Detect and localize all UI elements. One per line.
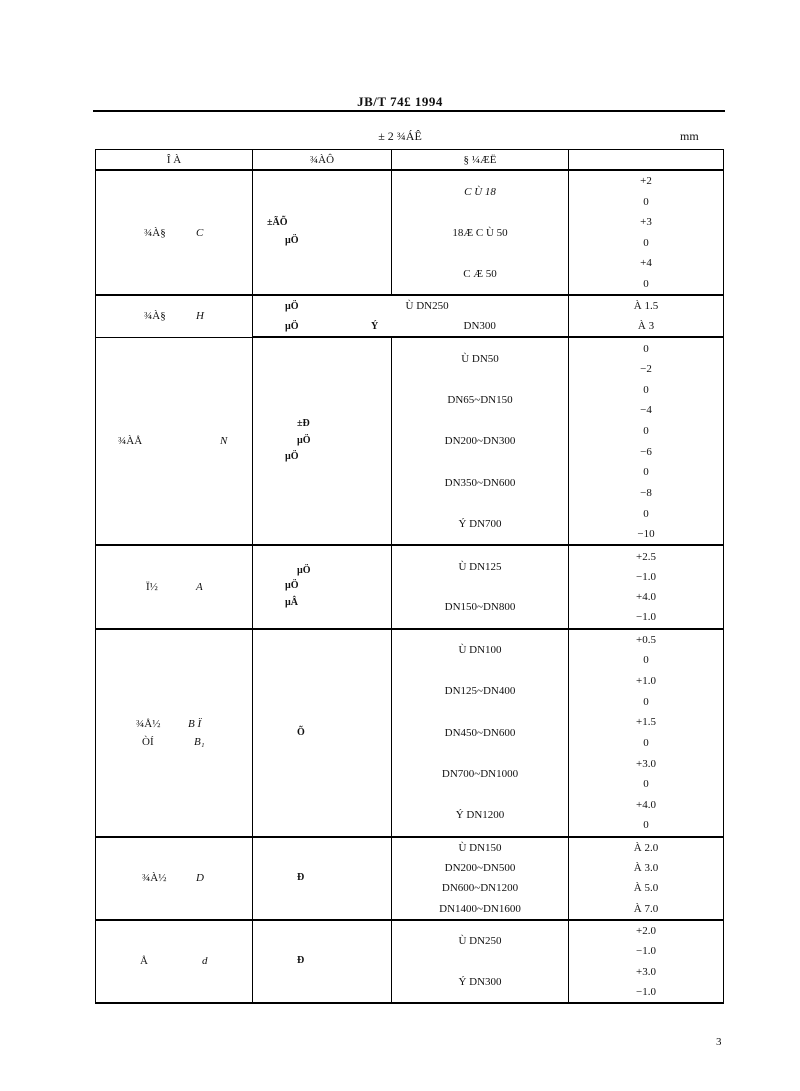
method-text: µÖ: [285, 235, 299, 246]
page-number: 3: [716, 1036, 722, 1048]
table-row: [96, 545, 724, 628]
size-value: DN200~DN500: [444, 862, 516, 875]
tolerance-value: +1.0: [636, 675, 656, 688]
tolerance-value: +0.5: [636, 633, 656, 646]
method-cell: [253, 337, 392, 545]
tolerance-value: +3.0: [636, 965, 656, 978]
tolerance-value: 0: [643, 736, 649, 749]
method-cell: µÖ: [253, 295, 392, 316]
method-text: Õ: [297, 726, 305, 738]
size-value: Ý DN1200: [455, 809, 505, 822]
column-header-size: § ¼ÆË: [392, 150, 569, 171]
size-value: Ù DN125: [458, 560, 502, 573]
tolerance-value: À 7.0: [633, 902, 659, 915]
item-name: ¾ÀÅ: [118, 435, 143, 448]
method-text: ±Ð: [297, 418, 310, 430]
size-value: DN450~DN600: [444, 726, 516, 739]
item-name: Ï½: [146, 580, 158, 593]
header-rule: [93, 110, 725, 112]
size-value: Ù DN150: [458, 841, 502, 854]
size-cell: [392, 837, 569, 920]
tolerance-cell: [569, 920, 724, 1003]
size-cell: [392, 920, 569, 1003]
size-value: Ù DN250: [392, 295, 569, 316]
tolerance-cell: [569, 170, 724, 295]
size-value: Ù DN50: [461, 352, 499, 365]
size-value: DN600~DN1200: [441, 882, 519, 895]
tolerance-table: [95, 149, 724, 1004]
size-cell: [392, 629, 569, 837]
size-value: C Ù 18: [464, 185, 496, 198]
item-symbol: H: [196, 310, 204, 323]
item-cell: [96, 629, 253, 837]
tolerance-value: 0: [643, 277, 649, 290]
item-name: ¾À§: [144, 310, 166, 323]
tolerance-value: +3: [640, 216, 652, 229]
tolerance-value: 0: [643, 654, 649, 667]
tolerance-value: −10: [637, 528, 655, 541]
tolerance-value: 0: [643, 507, 649, 520]
item-name: ¾À§: [144, 226, 166, 239]
tolerance-value: −1.0: [636, 611, 656, 624]
tolerance-value: −8: [640, 486, 652, 499]
tolerance-value: −1.0: [636, 945, 656, 958]
method-text: Ð: [297, 871, 305, 883]
tolerance-value: +4: [640, 257, 652, 270]
item-cell: [96, 170, 253, 295]
size-value: Ù DN100: [458, 644, 502, 657]
size-value: DN700~DN1000: [441, 767, 519, 780]
size-cell: [392, 170, 569, 295]
item-symbol: A: [196, 580, 203, 593]
table-row: [96, 170, 724, 295]
tolerance-value: 0: [643, 425, 649, 437]
size-value: DN300: [392, 316, 569, 337]
tolerance-cell: [569, 629, 724, 837]
tolerance-value: +3.0: [636, 757, 656, 770]
tolerance-value: +2: [640, 175, 652, 188]
size-cell: [392, 545, 569, 628]
tolerance-value: −1.0: [636, 985, 656, 998]
size-value: DN200~DN300: [444, 435, 516, 448]
item-symbol: d: [202, 955, 208, 968]
tolerance-value: À 2.0: [633, 841, 659, 854]
method-text: µÖ: [285, 580, 299, 592]
table-row: [96, 629, 724, 837]
tolerance-value: 0: [643, 819, 649, 832]
tolerance-value: +4.0: [636, 798, 656, 811]
item-symbol: C: [196, 226, 204, 239]
table-unit: mm: [680, 129, 699, 143]
tolerance-value: 0: [643, 466, 649, 479]
tolerance-value: +1.5: [636, 716, 656, 729]
size-value: Ý DN700: [458, 517, 502, 530]
size-value: C Æ 50: [463, 267, 497, 280]
size-value: DN125~DN400: [444, 685, 516, 698]
size-value: Ý DN300: [458, 975, 502, 988]
tolerance-value: 0: [643, 383, 649, 396]
item-cell: [96, 837, 253, 920]
tolerance-value: À 3: [569, 316, 724, 337]
size-cell: [392, 337, 569, 545]
item-symbol-2: B₁: [194, 735, 205, 748]
tolerance-value: +4.0: [636, 591, 656, 604]
item-symbol: N: [220, 435, 228, 448]
table-row: [96, 837, 724, 920]
table-row: [96, 337, 724, 545]
tolerance-value: −1.0: [636, 570, 656, 583]
method-text: Ð: [297, 954, 305, 966]
tolerance-value: +2.5: [636, 550, 656, 563]
method-text: ±ÃÕ: [267, 217, 288, 228]
tolerance-cell: [569, 337, 724, 545]
item-name: ¾À½: [142, 872, 167, 885]
method-cell: [253, 920, 392, 1003]
table-row: [96, 295, 724, 316]
method-cell: [253, 837, 392, 920]
tolerance-value: −2: [640, 363, 652, 376]
column-header-item: Î À: [96, 150, 253, 171]
tolerance-value: 0: [643, 236, 649, 249]
tolerance-value: À 5.0: [633, 882, 659, 895]
tolerance-cell: [569, 837, 724, 920]
method-cell: [253, 170, 392, 295]
size-value: Ù DN250: [458, 935, 502, 948]
method-text: µÖ: [297, 435, 311, 447]
tolerance-value: À 3.0: [633, 862, 659, 875]
method-text: µÖ: [297, 565, 311, 577]
method-cell: µÖ Ý: [253, 316, 392, 337]
item-cell: [96, 545, 253, 628]
item-cell: [96, 337, 253, 545]
tolerance-value: 0: [643, 195, 649, 208]
item-cell: [96, 920, 253, 1003]
method-text: µÖ: [285, 451, 299, 463]
column-header-tolerance: [569, 150, 724, 171]
tolerance-value: 0: [643, 342, 649, 355]
item-name: Å: [140, 955, 148, 968]
item-cell: [96, 295, 253, 337]
item-name: ¾Å½: [136, 717, 161, 730]
size-value: DN1400~DN1600: [439, 902, 521, 915]
tolerance-value: À 1.5: [569, 295, 724, 316]
item-name-line2: ÒÍ: [142, 735, 154, 748]
tolerance-value: −4: [640, 404, 652, 417]
method-text: µÂ: [285, 597, 298, 609]
method-cell: [253, 629, 392, 837]
table-header-row: [96, 150, 724, 171]
column-header-method: ¾ÀÔ: [253, 150, 392, 171]
table-title: ± 2 ¾ÁÊ: [378, 129, 422, 143]
tolerance-value: 0: [643, 778, 649, 791]
table-row: [96, 920, 724, 1003]
tolerance-value: 0: [643, 695, 649, 708]
size-value: DN150~DN800: [444, 601, 516, 614]
size-value: 18Æ C Ù 50: [452, 226, 508, 239]
tolerance-value: −6: [640, 445, 652, 458]
method-cell: [253, 545, 392, 628]
item-symbol: B Ï: [188, 717, 202, 730]
size-value: DN350~DN600: [444, 476, 516, 489]
standard-header: JB/T 74£ 1994: [357, 94, 443, 109]
tolerance-value: +2.0: [636, 925, 656, 938]
tolerance-cell: [569, 545, 724, 628]
item-symbol: D: [196, 872, 204, 885]
size-value: DN65~DN150: [447, 394, 513, 407]
